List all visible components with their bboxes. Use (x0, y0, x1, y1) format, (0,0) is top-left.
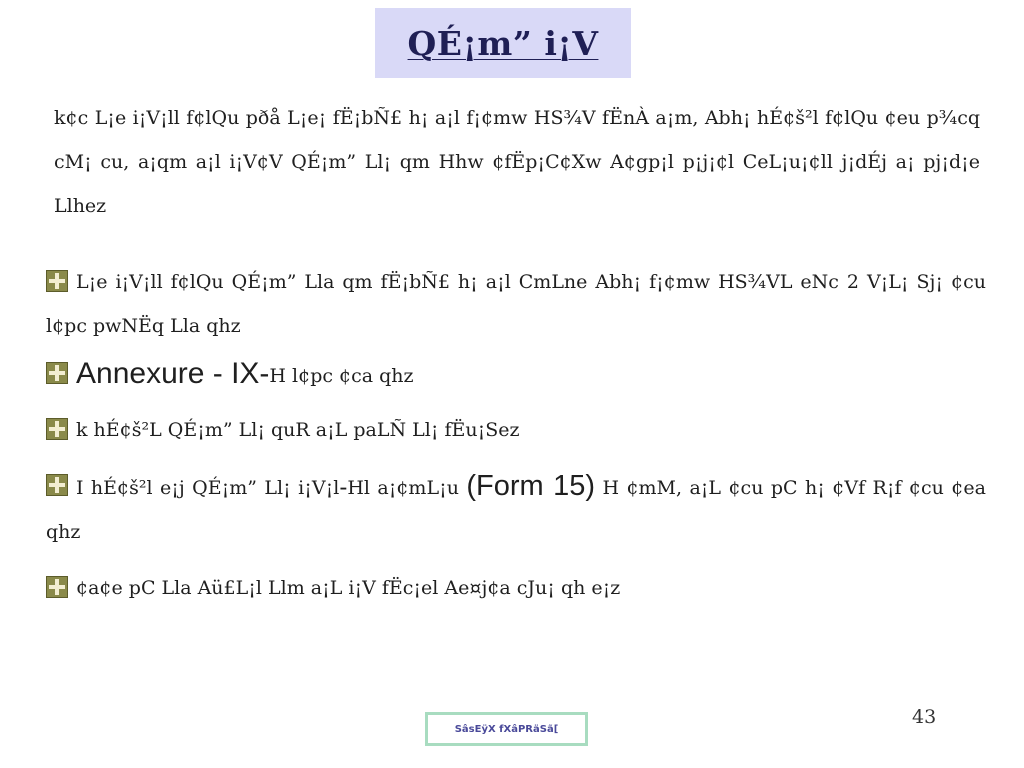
dash: - (339, 474, 348, 501)
bullet-item (30, 464, 986, 554)
footer-text: SâsEÿX fXâPRäSã[ (454, 723, 559, 735)
square-bullet-icon (46, 576, 68, 598)
bullet-text-c: H ¢mM, a¡L ¢cu pC h¡ ¢Vf R¡f ¢cu ¢ea qhz (46, 477, 986, 543)
square-bullet-icon (46, 270, 68, 292)
square-bullet-icon (46, 362, 68, 384)
page-number: 43 (912, 706, 937, 728)
bullet-text-b: Hl a¡¢mL¡u (347, 477, 459, 499)
square-bullet-icon (46, 474, 68, 496)
bullet-text (46, 470, 986, 543)
form-label: (Form 15) (466, 470, 596, 502)
bullet-text-a: I hÉ¢š²l e¡j QÉ¡m” Ll¡ i¡V¡l (76, 477, 340, 499)
bullet-item (30, 260, 986, 348)
bullet-text-rest: H l¢pc ¢ca qhz (269, 365, 414, 387)
page-title: QÉ¡m” i¡V (407, 23, 599, 63)
bullet-item (30, 408, 986, 452)
annexure-label: Annexure - IX- (76, 357, 270, 390)
bullet-item (30, 566, 986, 610)
square-bullet-icon (46, 418, 68, 440)
intro-paragraph: k¢c L¡e i¡V¡ll f¢lQu pðå L¡e¡ fË¡bÑ£ h¡ a¡l f¡¢mw HS¾V fËnÀ a¡m, Abh¡ hÉ¢š²l f¢lQu ¢eu p¾cq cM¡ cu, a¡qm a¡l i¡V¢V QÉ¡m” Ll¡ qm Hhw ¢fËp¡C¢Xw A¢gp¡l p¡j¡¢l CeL¡u¡¢ll j¡dÉj a¡ pj¡d¡e Llhez (54, 107, 980, 217)
bullet-item (30, 352, 986, 398)
bullet-text: L¡e i¡V¡ll f¢lQu QÉ¡m” Lla qm fË¡bÑ£ h¡ a¡l CmLne Abh¡ f¡¢mw HS¾VL eNc 2 V¡L¡ Sj¡ ¢cu l¢pc pwNËq Lla qhz (46, 271, 986, 337)
title-banner (375, 8, 631, 78)
bullet-text (46, 357, 414, 390)
footer-box (425, 712, 588, 746)
bullet-list (30, 260, 986, 610)
bullet-text: ¢a¢e pC Lla Aü£L¡l Llm a¡L i¡V fËc¡el Ae¤j¢a cJu¡ qh e¡z (76, 577, 621, 599)
bullet-text: k hÉ¢š²L QÉ¡m” Ll¡ quR a¡L paLÑ Ll¡ fËu¡Sez (76, 419, 520, 441)
